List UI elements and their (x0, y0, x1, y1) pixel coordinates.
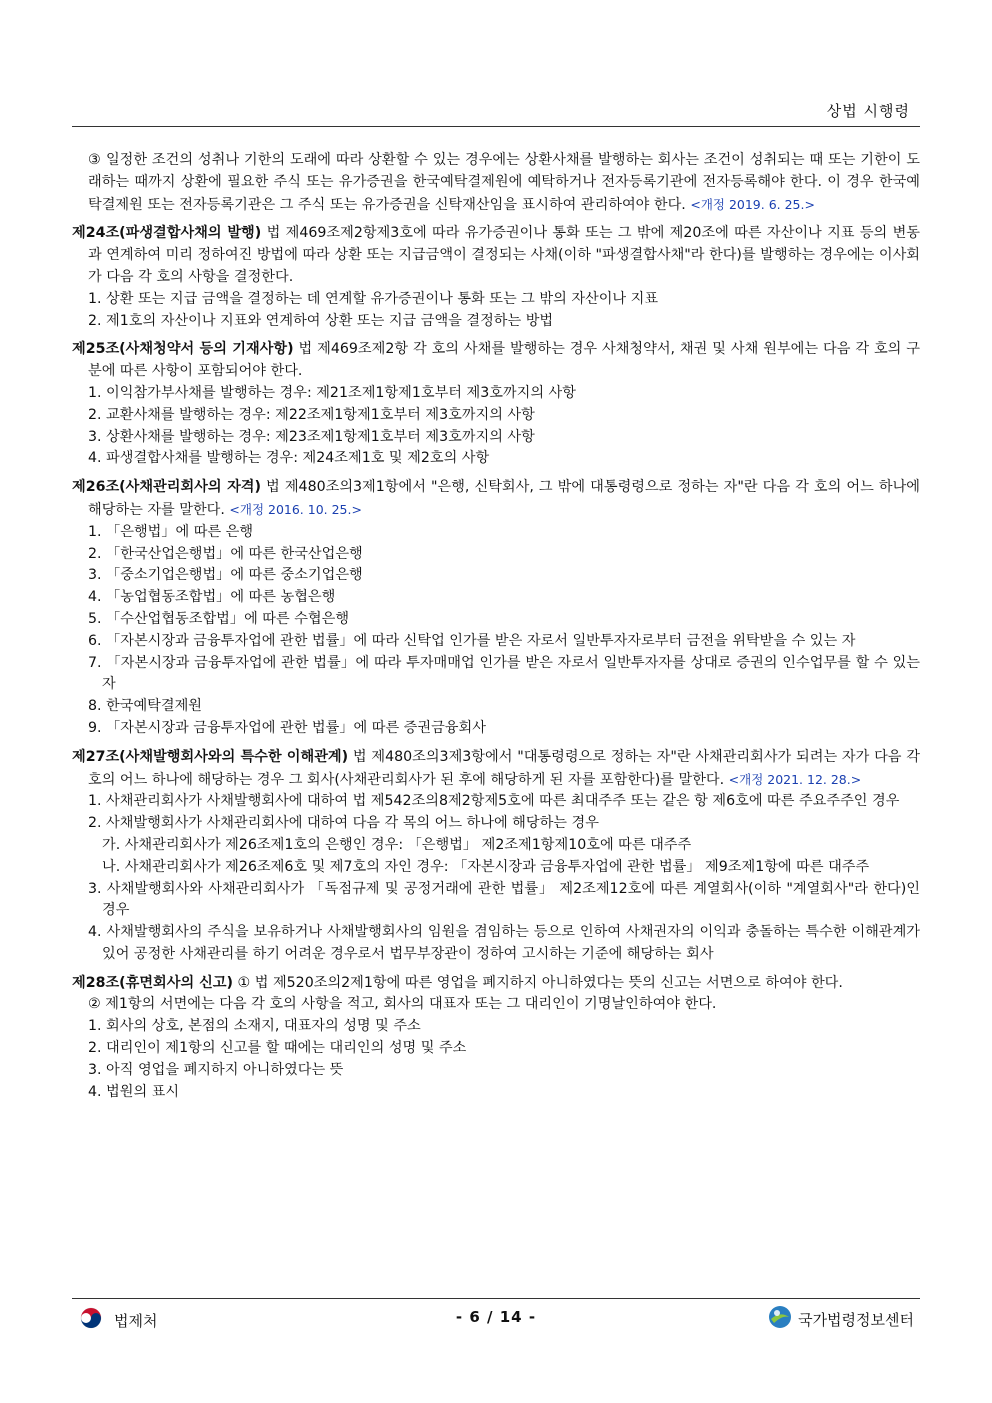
article-title: 제26조(사채관리회사의 자격) (72, 479, 261, 496)
article-title: 제24조(파생결합사채의 발행) (72, 225, 262, 242)
list-item: 4. 파생결합사채를 발행하는 경우: 제24조제1호 및 제2호의 사항 (88, 450, 490, 467)
paragraph-2: ② 제1항의 서면에는 다음 각 호의 사항을 적고, 회사의 대표자 또는 그 대리인이 기명날인하여야 한다. (88, 996, 717, 1013)
sub-list-item: 가. 사채관리회사가 제26조제1호의 은행인 경우: 「은행법」 제2조제1항제10호에 따른 대주주 (102, 836, 692, 853)
list-item: 1. 회사의 상호, 본점의 소재지, 대표자의 성명 및 주소 (88, 1018, 421, 1035)
list-item: 4. 「농업협동조합법」에 따른 농협은행 (88, 589, 336, 606)
article-title: 제27조(사채발행회사와의 특수한 이해관계) (72, 748, 349, 765)
article-25 (72, 339, 920, 383)
document-title: 상법 시행령 (826, 102, 910, 120)
footer-center-label: 국가법령정보센터 (798, 1310, 914, 1329)
page-footer (72, 1298, 920, 1339)
footer-right (768, 1305, 914, 1333)
list-item: 9. 「자본시장과 금융투자업에 관한 법률」에 따른 증권금융회사 (88, 719, 486, 736)
list-item: 8. 한국예탁결제원 (88, 698, 202, 715)
list-item: 1. 「은행법」에 따른 은행 (88, 523, 254, 540)
article-body: 법 제469조제2항 각 호의 사채를 발행하는 경우 사채청약서, 채권 및 사채 원부에는 다음 각 호의 구분에 따른 사항이 포함되어야 한다. (88, 341, 920, 380)
list-item: 3. 아직 영업을 폐지하지 아니하였다는 뜻 (88, 1061, 344, 1078)
list-item: 3. 사채발행회사와 사채관리회사가 「독점규제 및 공정거래에 관한 법률」 제2조제12호에 따른 계열회사(이하 "계열회사"라 한다)인 경우 (88, 880, 920, 919)
article-26 (72, 477, 920, 522)
law-center-logo-icon (768, 1305, 792, 1333)
article-28 (72, 973, 920, 995)
list-item: 1. 이익참가부사채를 발행하는 경우: 제21조제1항제1호부터 제3호까지의 사항 (88, 384, 576, 401)
list-item: 2. 제1호의 자산이나 지표와 연계하여 상환 또는 지급 금액을 결정하는 방법 (88, 312, 554, 329)
article-title: 제25조(사채청약서 등의 기재사항) (72, 341, 294, 358)
sub-list-item: 나. 사채관리회사가 제26조제6호 및 제7호의 자인 경우: 「자본시장과 금융투자업에 관한 법률」 제9조제1항에 따른 대주주 (102, 858, 870, 875)
page-header (72, 98, 920, 127)
list-item: 5. 「수산업협동조합법」에 따른 수협은행 (88, 610, 350, 627)
list-item: 7. 「자본시장과 금융투자업에 관한 법률」에 따라 투자매매업 인가를 받은 자로서 일반투자자를 상대로 증권의 인수업무를 할 수 있는 자 (88, 654, 920, 693)
list-item: 1. 상환 또는 지급 금액을 결정하는 데 연계할 유가증권이나 통화 또는 그 밖의 자산이나 지표 (88, 290, 659, 307)
list-item: 1. 사채관리회사가 사채발행회사에 대하여 법 제542조의8제2항제5호에 따른 최대주주 또는 같은 항 제6호에 따른 주요주주인 경우 (88, 793, 900, 810)
list-item: 2. 「한국산업은행법」에 따른 한국산업은행 (88, 545, 363, 562)
article-title: 제28조(휴면회사의 신고) (72, 974, 233, 991)
article-body: 법 제480조의3제1항에서 "은행, 신탁회사, 그 밖에 대통령령으로 정하는 자"란 다음 각 호의 어느 하나에 해당하는 자를 말한다. (88, 479, 920, 518)
paragraph-text: ③ 일정한 조건의 성취나 기한의 도래에 따라 상환할 수 있는 경우에는 상환사채를 발행하는 회사는 조건이 성취되는 때 또는 기한이 도래하는 때까지 상환에 필요한 주식 또는 유가증권을 한국예탁결제원에 예탁하거나 전자등록기관에 전자등록해야 한다. 이 경우 한국예탁결제원 또는 전자등록기관은 그 주식 또는 유가증권을 신탁재산임을 표시하여 관리하여야 한다. (88, 152, 920, 213)
article-body: ① 법 제520조의2제1항에 따른 영업을 폐지하지 아니하였다는 뜻의 신고는 서면으로 하여야 한다. (233, 974, 843, 991)
list-item: 2. 사채발행회사가 사채관리회사에 대하여 다음 각 목의 어느 하나에 해당하는 경우 (88, 815, 599, 832)
document-body (72, 150, 920, 1103)
list-item: 2. 교환사채를 발행하는 경우: 제22조제1항제1호부터 제3호까지의 사항 (88, 406, 535, 423)
page-number: - 6 / 14 - (455, 1308, 537, 1326)
article-body: 법 제469조제2항제3호에 따라 유가증권이나 통화 또는 그 밖에 제20조에 따른 자산이나 지표 등의 변동과 연계하여 미리 정하여진 방법에 따라 상환 또는 지급금액이 결정되는 사채(이하 "파생결합사채"라 한다)를 발행하는 경우에는 이사회가 다음 각 호의 사항을 결정한다. (88, 225, 920, 285)
list-item: 3. 상환사채를 발행하는 경우: 제23조제1항제1호부터 제3호까지의 사항 (88, 428, 535, 445)
amendment-note[interactable]: <개정 2016. 10. 25.> (229, 501, 362, 517)
article-body: 법 제480조의3제3항에서 "대통령령으로 정하는 자"란 사채관리회사가 되려는 자가 다음 각 호의 어느 하나에 해당하는 경우 그 회사(사채관리회사가 된 후에 해당하게 된 자를 포함한다)를 말한다. (88, 748, 920, 788)
footer-org-label: 법제처 (114, 1311, 158, 1330)
list-item: 2. 대리인이 제1항의 신고를 할 때에는 대리인의 성명 및 주소 (88, 1040, 467, 1057)
paragraph-3 (72, 150, 920, 216)
list-item: 4. 법원의 표시 (88, 1083, 180, 1100)
list-item: 6. 「자본시장과 금융투자업에 관한 법률」에 따라 신탁업 인가를 받은 자로서 일반투자자로부터 금전을 위탁받을 수 있는 자 (88, 632, 856, 649)
amendment-note[interactable]: <개정 2019. 6. 25.> (690, 196, 815, 212)
article-24 (72, 223, 920, 288)
amendment-note[interactable]: <개정 2021. 12. 28.> (728, 771, 862, 787)
article-27 (72, 747, 920, 792)
list-item: 3. 「중소기업은행법」에 따른 중소기업은행 (88, 567, 363, 584)
list-item: 4. 사채발행회사의 주식을 보유하거나 사채발행회사의 임원을 겸임하는 등으로 인하여 사채권자의 이익과 충돌하는 특수한 이해관계가 있어 공정한 사채관리를 하기 어려운 경우로서 법무부장관이 정하여 고시하는 기준에 해당하는 회사 (88, 924, 920, 962)
